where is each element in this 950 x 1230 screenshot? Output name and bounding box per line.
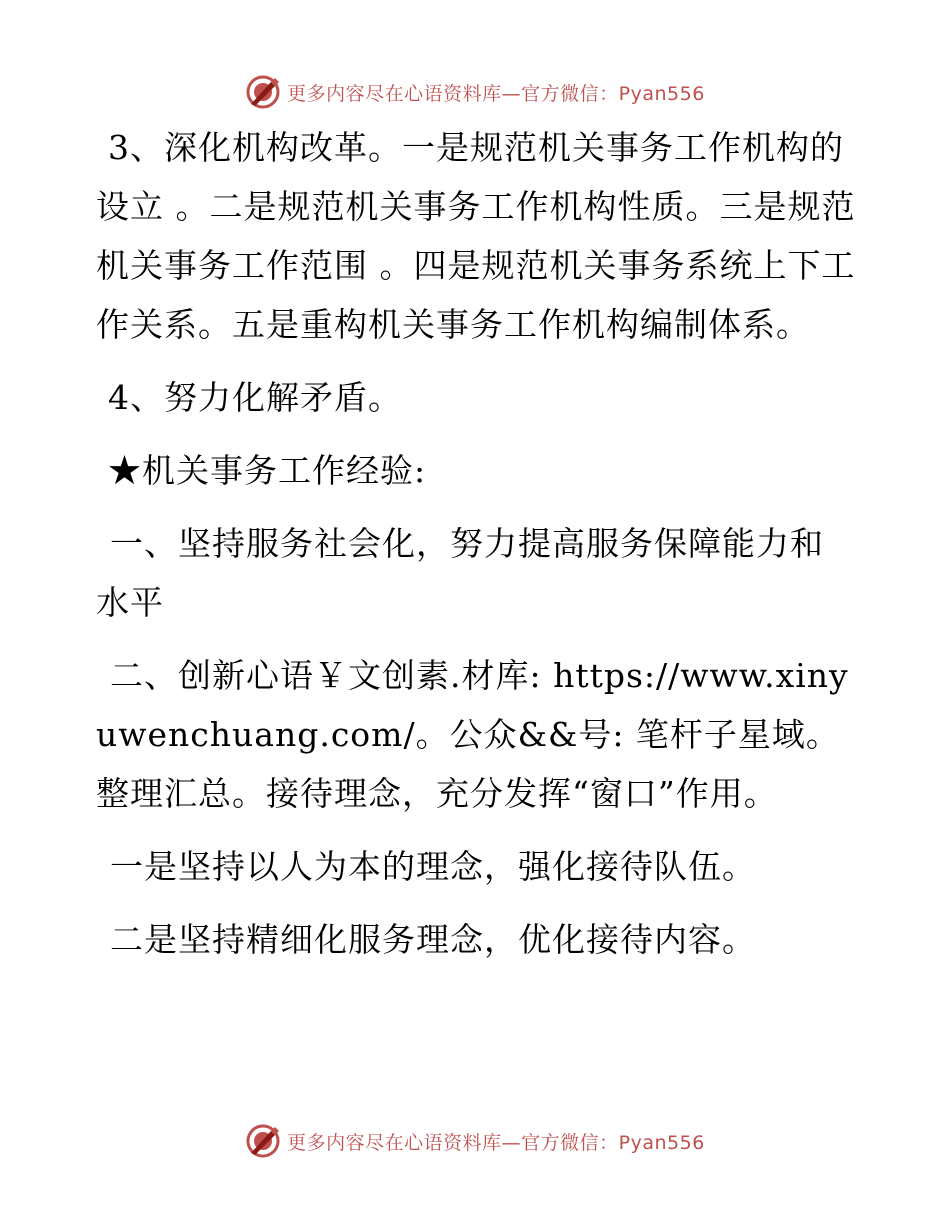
paragraph-experience-two: 二、创新心语￥文创素.材库: https://www.xinyuwenchuang.com/。公众&&号: 笔杆子星域。整理汇总。接待理念，充分发挥“窗口”作用。 — [96, 656, 849, 813]
paragraph-point-one: 一是坚持以人为本的理念，强化接待队伍。 — [110, 847, 756, 886]
watermark-text: 更多内容尽在心语资料库—官方微信：Pyan556 — [287, 82, 705, 105]
paragraph-experience-heading: ★机关事务工作经验: — [108, 451, 427, 490]
paragraph-resolve-conflicts: 4、努力化解矛盾。 — [108, 378, 402, 417]
pen-seal-icon — [245, 74, 281, 110]
header-watermark — [0, 72, 950, 112]
footer-watermark — [0, 1121, 950, 1161]
watermark-text: 更多内容尽在心语资料库—官方微信：Pyan556 — [287, 1131, 705, 1154]
paragraph-point-two: 二是坚持精细化服务理念，优化接待内容。 — [110, 920, 756, 959]
pen-seal-icon — [245, 1123, 281, 1159]
paragraph-experience-one: 一、坚持服务社会化，努力提高服务保障能力和水平 — [96, 524, 824, 622]
paragraph-institutional-reform: 3、深化机构改革。一是规范机关事务工作机构的设立 。二是规范机关事务工作机构性质。三是规范机关事务工作范围 。四是规范机关事务系统上下工作关系。五是重构机关事务工作机构编制体系。 — [96, 128, 856, 344]
document-body — [96, 118, 856, 983]
